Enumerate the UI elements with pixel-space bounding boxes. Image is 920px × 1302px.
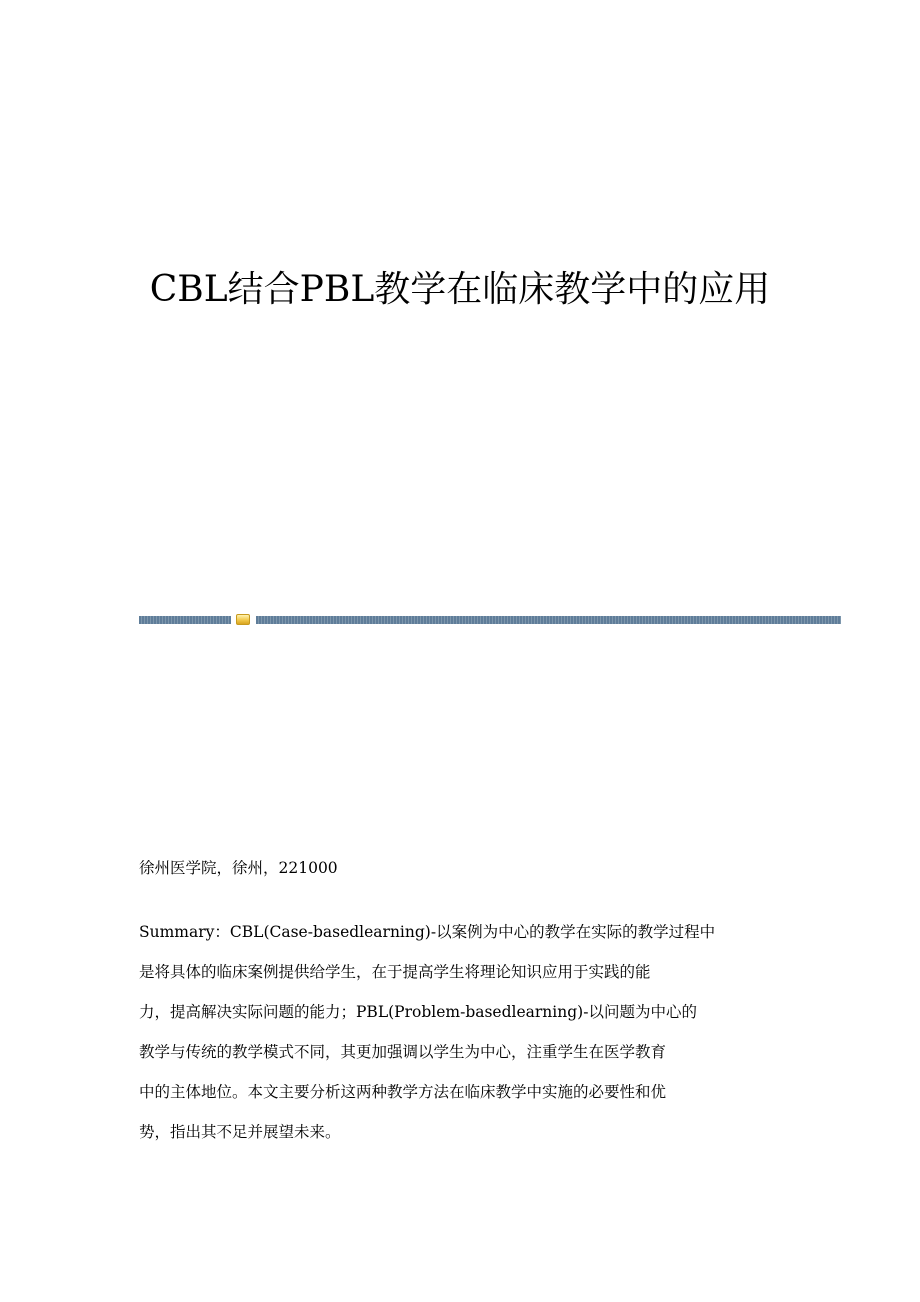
summary-line: 中的主体地位。本文主要分析这两种教学方法在临床教学中实施的必要性和优 [139,1083,667,1101]
summary-line: Summary：CBL(Case-basedlearning)-以案例为中心的教学在实际的教学过程中 [139,923,716,941]
summary-line: 力，提高解决实际问题的能力；PBL(Problem-basedlearning)-以问题为中心的 [139,1003,697,1021]
affiliation: 徐州医学院，徐州，221000 [139,859,338,877]
divider-bar-right [256,616,841,624]
summary-paragraph [139,912,789,1152]
section-divider [139,614,841,626]
divider-bar-left [139,616,231,624]
summary-line: 教学与传统的教学模式不同，其更加强调以学生为中心，注重学生在医学教育 [139,1043,667,1061]
summary-line: 是将具体的临床案例提供给学生，在于提高学生将理论知识应用于实践的能 [139,963,651,981]
document-title: CBL结合PBL教学在临床教学中的应用 [149,269,771,310]
divider-ornament-icon [236,614,250,625]
summary-line: 势，指出其不足并展望未来。 [139,1123,341,1141]
